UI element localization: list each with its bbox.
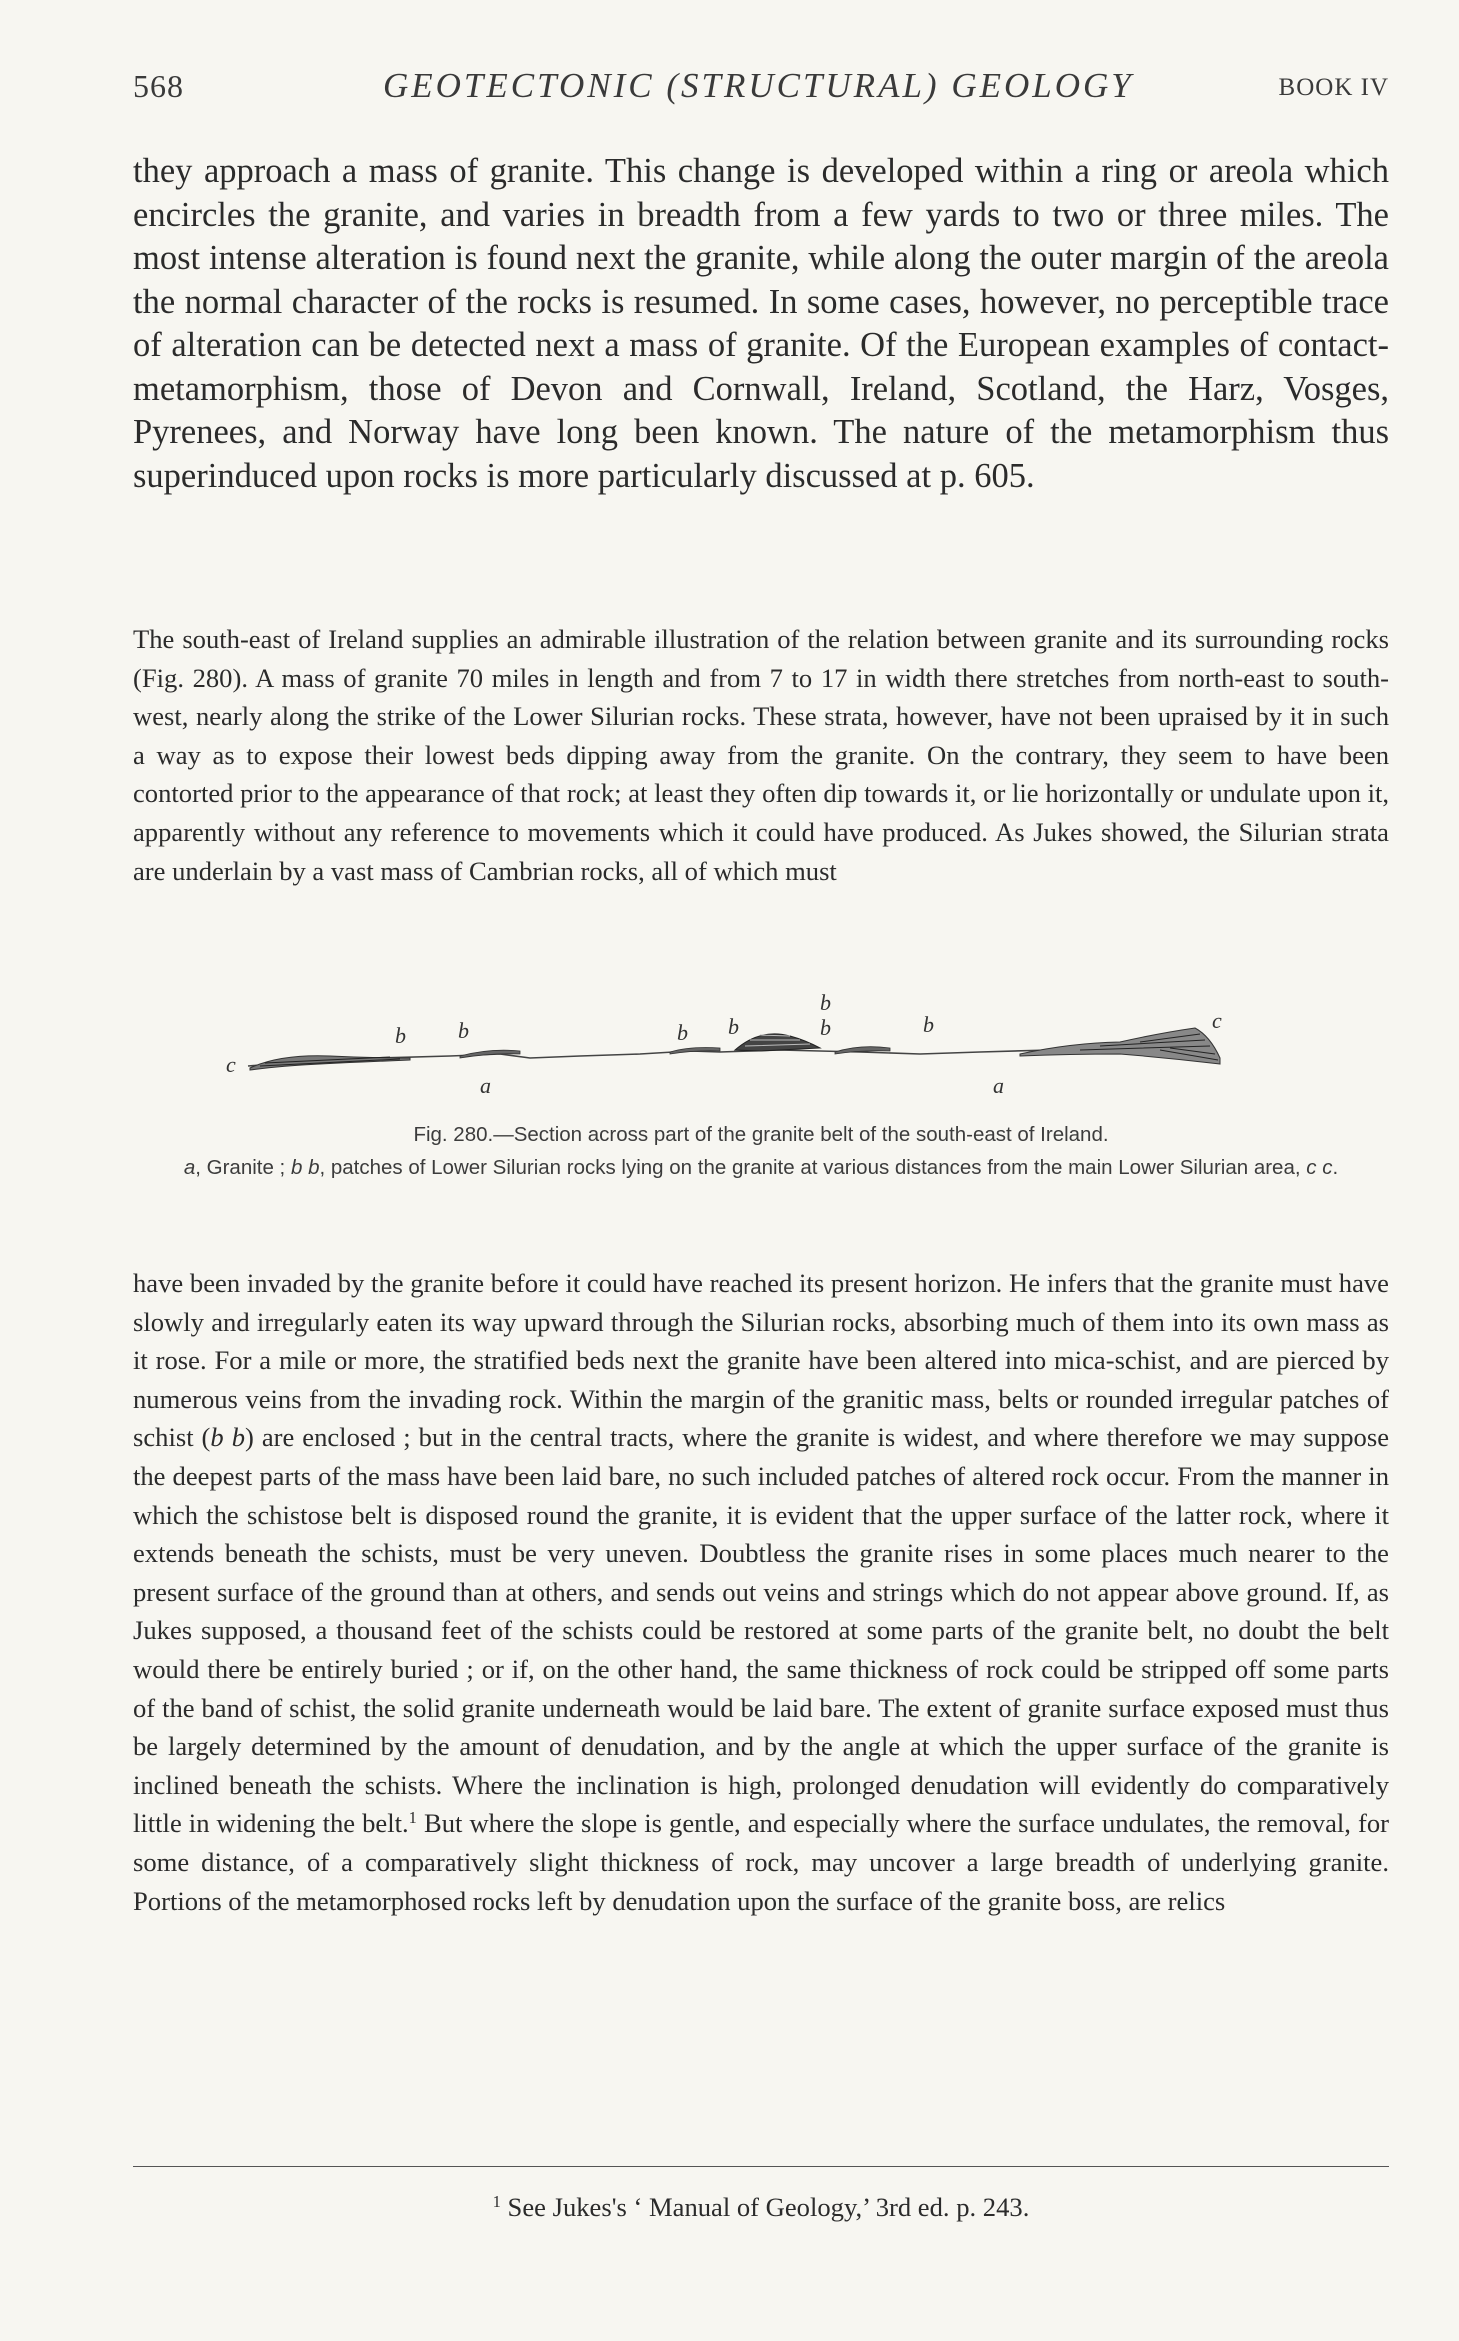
label-b-6: b [923, 1012, 934, 1037]
caption-title: Fig. 280.—Section across part of the granite belt of the south-east of Ireland. [413, 1123, 1109, 1146]
label-b-5: b [820, 1015, 831, 1040]
intro-paragraph: they approach a mass of granite. This change is developed within a ring or areola which encircles the granite, and varies in breadth from a few yards to two or three miles. The most intense alteration is found next the granite, while along the outer margin of the areola the normal character of the rocks is resumed. In some cases, however, no perceptible trace of alteration can be detected next a mass of granite. Of the European examples of contact-metamorphism, those of Devon and Cornwall, Ireland, Scotland, the Harz, Vosges, Pyrenees, and Norway have long been known. The nature of the metamorphism thus superinduced upon rocks is more particularly discussed at p. 605. [133, 152, 1389, 495]
footnote-divider [133, 2166, 1389, 2167]
page-number: 568 [133, 68, 184, 104]
label-b-4: b [728, 1014, 739, 1039]
caption-legend: a, Granite ; b b, patches of Lower Silurian rocks lying on the granite at various distances from the main Lower Silurian area, c c. [183, 1156, 1339, 1179]
silurian-patch-b2 [670, 1048, 720, 1055]
label-b-1: b [395, 1023, 406, 1048]
caption-key-b: b b [290, 1156, 320, 1179]
label-c-left: c [226, 1052, 236, 1077]
paragraph-granite-invasion: have been invaded by the granite before it could have reached its present horizon. He infers that the granite must have slowly and irregularly eaten its way upward through the Silurian rocks, absorbing much of them into its own mass as it rose. For a mile or more, the stratified beds next the granite have been altered into mica-schist, and are pierced by numerous veins from the invading rock. Within the margin of the granitic mass, belts or rounded irregular patches of schist (b b) are enclosed ; but in the central tracts, where the granite is widest, and where therefore we may suppose the deepest parts of the mass have been laid bare, no such included patches of altered rock occur. From the manner in which the schistose belt is disposed round the granite, it is evident that the upper surface of the latter rock, where it extends beneath the schists, must be very uneven. Doubtless the granite rises in some places much nearer to the present surface of the ground than at others, and sends out veins and strings which do not appear above ground. If, as Jukes supposed, a thousand feet of the schists could be restored at some parts of the granite belt, no doubt the belt would there be entirely buried ; or if, on the other hand, the same thickness of rock could be stripped off some parts of the band of schist, the solid granite underneath would be laid bare. The extent of granite surface exposed must thus be largely determined by the amount of denudation, and by the angle at which the upper surface of the granite is inclined beneath the schists. Where the inclination is high, prolonged denudation will evidently do comparatively little in widening the belt.$^1$ But where the slope is gentle, and especially where the surface undulates, the removal, for some distance, of a comparatively slight thickness of rock, may uncover a large breadth of underlying granite. Portions of the metamorphosed rocks left by denudation upon the surface of the granite boss, are relics [133, 1268, 1389, 1916]
label-b-2: b [458, 1018, 469, 1043]
footnote-marker: 1 [492, 2191, 501, 2211]
footnote-text: See Jukes's ‘ Manual of Geology,’ 3rd ed. p. 243. [500, 2192, 1030, 2222]
book-label: BOOK IV [1278, 74, 1389, 101]
label-c-right: c [1212, 1008, 1222, 1033]
label-a-right: a [993, 1073, 1004, 1098]
footnote-reference[interactable]: 1 [408, 1808, 417, 1828]
figure-280-section [220, 988, 1300, 1098]
caption-key-a: a [183, 1156, 196, 1179]
footnote [133, 2190, 1389, 2224]
silurian-area-right [1020, 1028, 1220, 1064]
label-b-top: b [820, 990, 831, 1015]
granite-section-drawing [220, 988, 1300, 1098]
caption-key-c: c c [1306, 1156, 1333, 1179]
paragraph-ireland-granite: The south-east of Ireland supplies an admirable illustration of the relation between granite and its surrounding rocks (Fig. 280). A mass of granite 70 miles in length and from 7 to 17 in width there stretches from north-east to south-west, nearly along the strike of the Lower Silurian rocks. These strata, however, have not been upraised by it in such a way as to expose their lowest beds dipping away from the granite. On the contrary, they seem to have been contorted prior to the appearance of that rock; at least they often dip towards it, or lie horizontally or undulate upon it, apparently without any reference to movements which it could have produced. As Jukes showed, the Silurian strata are underlain by a vast mass of Cambrian rocks, all of which must [133, 624, 1389, 886]
running-title: GEOTECTONIC (STRUCTURAL) GEOLOGY [383, 66, 1134, 105]
label-b-3: b [677, 1020, 688, 1045]
figure-caption [133, 1118, 1389, 1184]
silurian-patch-b1 [460, 1050, 520, 1058]
page-header [133, 62, 1389, 112]
label-a-left: a [480, 1073, 491, 1098]
silurian-patch-b3 [735, 1034, 820, 1051]
